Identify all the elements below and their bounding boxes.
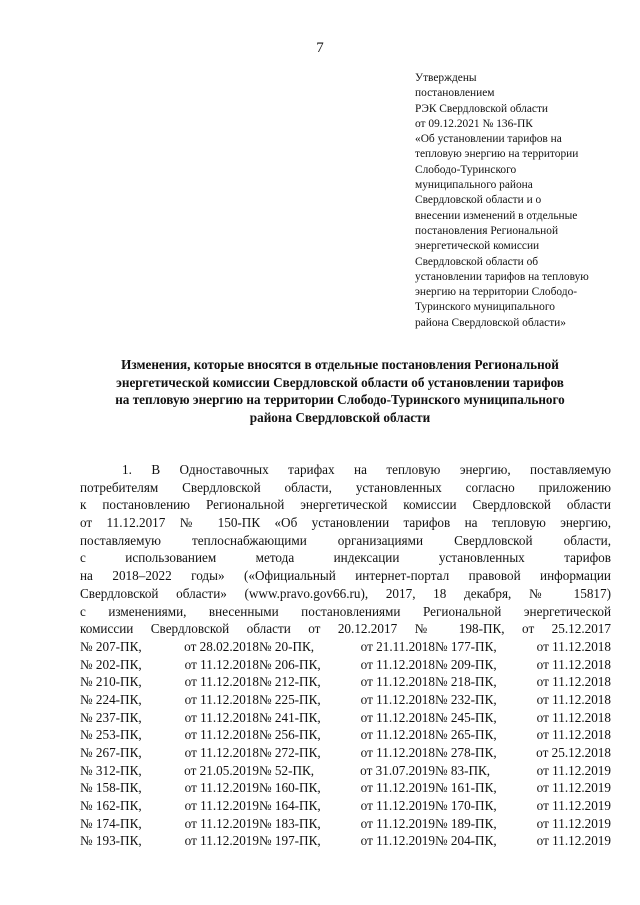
resolution-date: от 11.12.2018 [184,656,259,672]
paragraph-line: потребителям Свердловской области, установленных согласно приложению [80,479,611,495]
resolution-number: № 253-ПК, [80,727,142,743]
resolution-date: от 11.12.2018 [536,674,611,690]
paragraph-line: поставляемую теплоснабжающими организациями Свердловской области, [80,532,611,548]
resolution-number: № 52-ПК, [259,762,315,778]
resolution-number: № 224-ПК, [80,691,142,707]
resolution-date: от 11.12.2018 [536,638,611,654]
resolution-date: от 11.12.2019 [184,798,259,814]
approval-line: Свердловской области и о [415,194,542,207]
resolution-date: от 31.07.2019 [360,762,435,778]
resolution-row [80,673,611,691]
resolution-date: от 11.12.2019 [536,815,611,831]
resolution-number: № 312-ПК, [80,762,142,778]
resolution-number: № 202-ПК, [80,656,142,672]
approval-line: района Свердловской области» [415,316,566,329]
resolution-number: № 207-ПК, [80,638,142,654]
resolution-date: от 11.12.2019 [360,815,435,831]
resolution-number: № 272-ПК, [259,745,321,760]
approval-line: Туринского муниципального [415,301,555,314]
approval-line: Утверждены [415,72,477,84]
paragraph-line: комиссии Свердловской области от 20.12.2017 № 198-ПК, от 25.12.2017 [80,621,611,637]
resolution-date: от 11.12.2018 [360,656,435,672]
resolution-date: от 11.12.2018 [184,709,259,725]
resolution-number: № 83-ПК, [435,762,491,778]
resolution-date: от 11.12.2018 [536,691,611,707]
resolution-row [80,797,611,815]
resolution-date: от 11.12.2018 [360,691,435,707]
resolution-number: № 183-ПК, [259,815,321,831]
resolution-number: № 162-ПК, [80,798,142,814]
resolution-number: № 241-ПК, [259,709,321,725]
resolution-row [80,832,611,850]
resolution-date: от 11.12.2019 [536,798,611,814]
resolution-date: от 21.11.2018 [360,638,435,654]
resolution-date: от 11.12.2018 [184,745,259,760]
resolution-date: от 11.12.2018 [360,674,435,690]
resolution-row [80,709,611,727]
paragraph-line: 1. В Одноставочных тарифах на тепловую энергию, поставляемую [122,462,611,477]
resolution-number: № 189-ПК, [435,815,497,831]
resolution-row [80,779,611,797]
resolution-date: от 11.12.2018 [184,691,259,707]
resolution-number: № 237-ПК, [80,709,142,725]
resolution-date: от 11.12.2019 [184,833,259,849]
resolution-date: от 11.12.2019 [184,815,259,831]
approval-line: от 09.12.2021 № 136-ПК [415,117,533,130]
resolution-number: № 278-ПК, [435,745,497,760]
resolution-number: № 20-ПК, [259,638,315,654]
resolution-date: от 11.12.2019 [184,780,259,796]
resolution-number: № 212-ПК, [259,674,321,690]
resolution-date: от 11.12.2019 [360,798,435,814]
resolution-number: № 197-ПК, [259,833,321,849]
resolution-number: № 204-ПК, [435,833,497,849]
resolution-number: № 177-ПК, [435,638,497,654]
resolution-number: № 245-ПК, [435,709,497,725]
body-paragraph [80,461,611,850]
title-line: на тепловую энергию на территории Слободо-Туринского муниципального [115,392,565,407]
resolution-number: № 158-ПК, [80,780,142,796]
resolution-date: от 11.12.2018 [184,674,259,690]
title-line: энергетической комиссии Свердловской области об установлении тарифов [116,374,564,390]
resolution-list [80,638,611,850]
resolution-row [80,638,611,656]
resolution-row [80,691,611,709]
resolution-date: от 11.12.2019 [536,780,611,796]
resolution-date: от 11.12.2019 [536,833,611,849]
resolution-date: от 11.12.2019 [360,780,435,796]
resolution-number: № 161-ПК, [435,780,497,796]
resolution-number: № 174-ПК, [80,815,142,831]
resolution-date: от 11.12.2018 [536,709,611,725]
resolution-number: № 206-ПК, [259,656,321,672]
paragraph-line: к постановлению Региональной энергетической комиссии Свердловской области [80,497,611,513]
title-line: Изменения, которые вносятся в отдельные постановления Региональной [121,357,559,372]
approval-line: муниципального района [415,179,533,192]
resolution-number: № 225-ПК, [259,691,321,707]
resolution-date: от 11.12.2018 [360,727,435,743]
paragraph-line: Свердловской области» (www.pravo.gov66.ru), 2017, 18 декабря, № 15817) [80,585,611,601]
document-title [80,356,600,426]
resolution-date: от 11.12.2018 [360,745,435,760]
approval-line: внесении изменений в отдельные [415,209,578,222]
resolution-number: № 193-ПК, [80,833,142,849]
approval-line: Свердловской области об [415,255,539,268]
resolution-number: № 209-ПК, [435,656,497,672]
resolution-date: от 11.12.2018 [360,709,435,725]
paragraph-line: на 2018–2022 годы» («Официальный интернет-портал правовой информации [80,568,611,584]
approval-line: РЭК Свердловской области [415,102,549,115]
resolution-number: № 210-ПК, [80,674,142,690]
resolution-row [80,744,611,762]
resolution-number: № 256-ПК, [259,727,321,743]
resolution-number: № 218-ПК, [435,674,497,690]
approval-line: энергетической комиссии [415,240,540,253]
resolution-number: № 232-ПК, [435,691,497,707]
page-number: 7 [316,40,324,56]
resolution-date: от 11.12.2018 [536,727,611,743]
resolution-number: № 160-ПК, [259,780,321,796]
paragraph-line: от 11.12.2017 № 150-ПК «Об установлении тарифов на тепловую энергию, [80,515,611,531]
resolution-row [80,656,611,674]
resolution-date: от 11.12.2019 [536,762,611,778]
approval-line: Слободо-Туринского [415,163,517,176]
approval-line: «Об установлении тарифов на [415,133,562,146]
approval-stamp [415,71,615,331]
resolution-number: № 164-ПК, [259,798,321,814]
paragraph-line: с изменениями, внесенными постановлениями Региональной энергетической [80,603,611,619]
resolution-row [80,762,611,780]
resolution-date: от 11.12.2019 [360,833,435,849]
resolution-date: от 21.05.2019 [184,762,259,778]
resolution-date: от 11.12.2018 [184,727,259,743]
resolution-number: № 265-ПК, [435,727,497,743]
resolution-number: № 267-ПК, [80,745,142,760]
resolution-date: от 28.02.2018 [184,638,259,654]
resolution-date: от 25.12.2018 [536,745,611,760]
approval-line: энергию на территории Слободо- [415,286,578,299]
approval-line: постановления Региональной [415,224,559,237]
approval-line: тепловую энергию на территории [415,148,579,161]
resolution-row [80,726,611,744]
title-line: района Свердловской области [249,409,431,425]
approval-line: установлении тарифов на тепловую [415,270,589,283]
resolution-row [80,815,611,833]
resolution-date: от 11.12.2018 [536,656,611,672]
approval-line: постановлением [415,87,495,100]
paragraph-line: с использованием метода индексации установленных тарифов [80,550,611,566]
resolution-number: № 170-ПК, [435,798,497,814]
